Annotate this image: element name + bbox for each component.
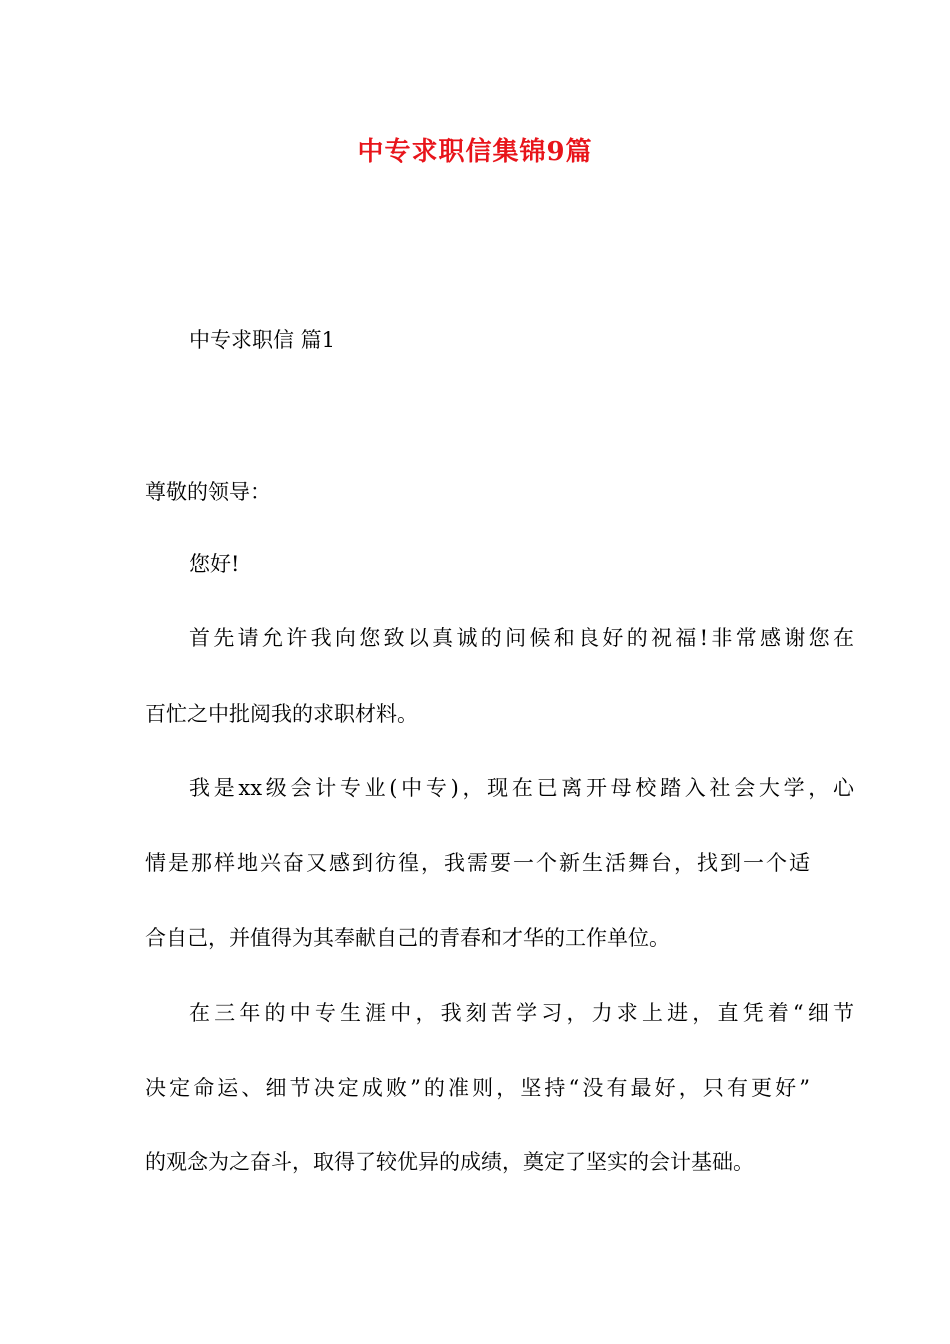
paragraph-line: 情是那样地兴奋又感到彷徨，我需要一个新生活舞台，找到一个适 (145, 851, 810, 875)
paragraph-line: 首先请允许我向您致以真诚的问候和良好的祝福!非常感谢您在 (189, 626, 854, 650)
salutation: 尊敬的领导： (145, 480, 271, 504)
paragraph-line: 百忙之中批阅我的求职材料。 (145, 702, 418, 726)
paragraph-line: 合自己，并值得为其奉献自己的青春和才华的工作单位。 (145, 926, 670, 950)
greeting: 您好! (189, 552, 240, 576)
document-title: 中专求职信集锦9篇 (357, 137, 593, 167)
paragraph-line: 我是xx级会计专业(中专)，现在已离开母校踏入社会大学，心 (189, 776, 854, 800)
paragraph-line: 的观念为之奋斗，取得了较优异的成绩，奠定了坚实的会计基础。 (145, 1150, 754, 1174)
section-heading: 中专求职信 篇1 (189, 328, 336, 352)
paragraph-line: 在三年的中专生涯中，我刻苦学习，力求上进，直凭着“细节 (189, 1001, 854, 1025)
paragraph-line: 决定命运、细节决定成败”的准则，坚持“没有最好，只有更好” (145, 1076, 810, 1100)
